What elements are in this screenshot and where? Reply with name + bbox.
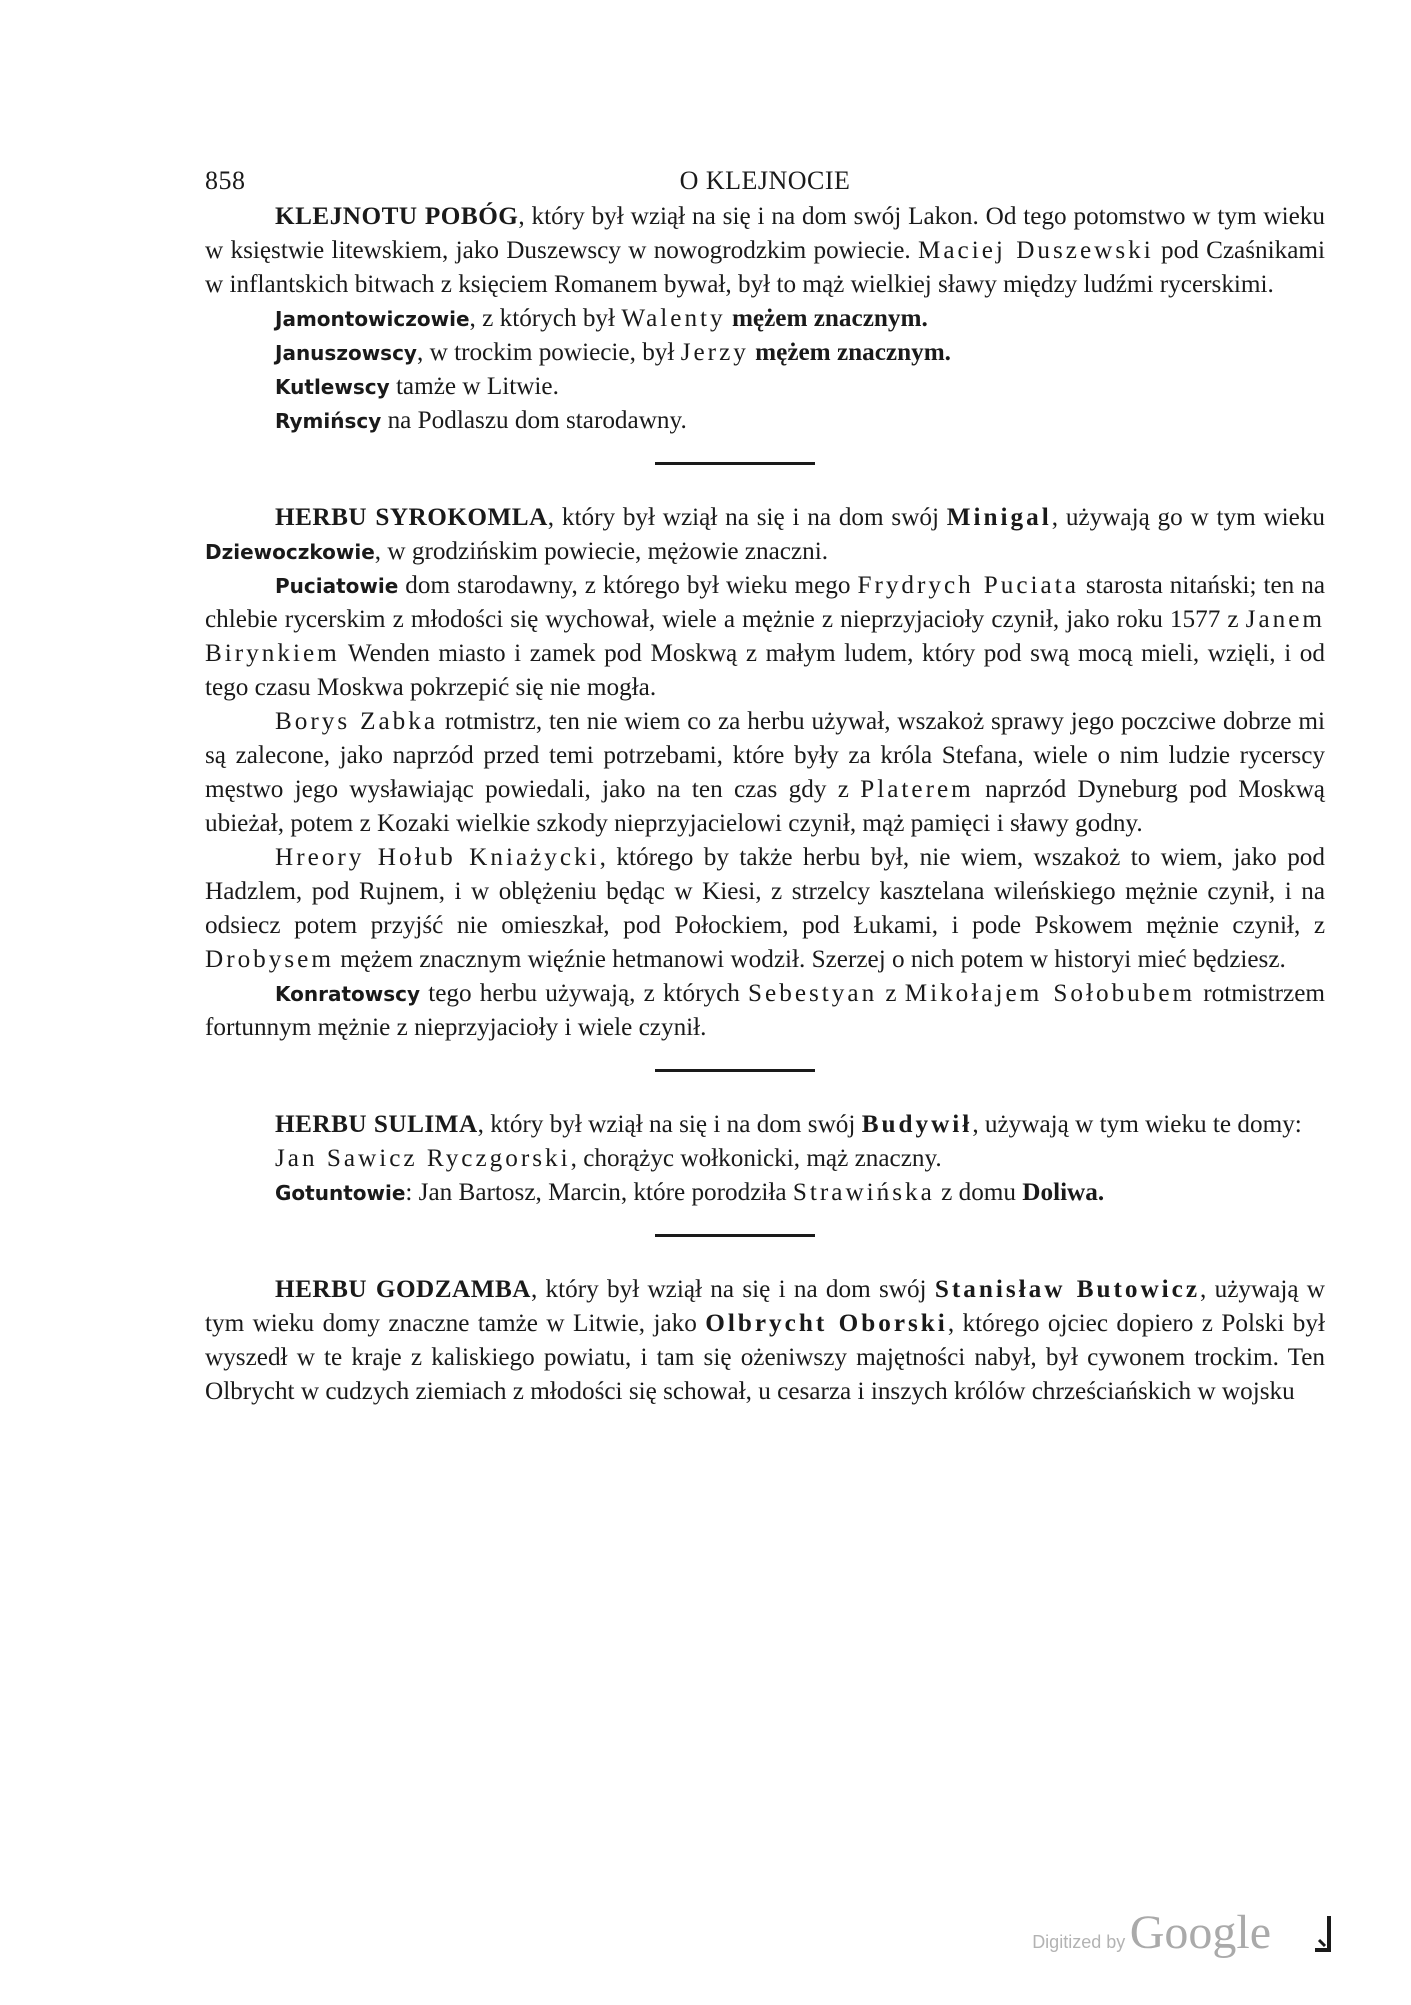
house-name: Konratowscy <box>275 982 421 1006</box>
text-segment: , który był wziął na się i na dom swój <box>547 504 939 531</box>
person-name: Olbrycht Oborski <box>705 1310 948 1337</box>
text-segment: , który był wziął na się i na dom swój <box>477 1111 856 1138</box>
zabka-paragraph <box>205 705 1325 841</box>
text-segment: , którego by także herbu był, nie wiem, wszakoż to wiem, jako pod Hadzlem, pod Rujnem, i w oblężeniu będąc w Kiesi, z strzelcy kasztelana wileńskiego mężnie czynił, i na odsiecz potem przyjść nie omieszkał, pod Połockiem, pod Łukami, i pode Pskowem mężnie czynił, z <box>205 844 1325 939</box>
text-segment: mężem znacznym więźnie hetmanowi wodził. Szerzej o nich potem w historyi mieć będziesz. <box>333 946 1286 973</box>
text-segment: , używają w tym wieku domy znaczne tamże w Litwie, jako <box>205 1276 1326 1337</box>
sulima-entry <box>205 1142 1325 1176</box>
pobog-entry <box>205 302 1325 336</box>
text-segment: , którego ojciec dopiero z Polski był wyszedł w te kraje z kaliskiego powiatu, i tam się ożeniwszy majętności nabył, był cywonem trockim. Ten Olbrycht w cudzych ziemiach z młodości się schował, u cesarza i inszych królów chrześciańskich w wojsku <box>205 1310 1325 1405</box>
sulima-intro <box>205 1108 1325 1142</box>
section-heading: HERBU SYROKOMLA <box>275 504 548 531</box>
house-name: Kutlewscy <box>275 375 390 399</box>
pobog-entry <box>205 336 1325 370</box>
corner-mark-icon <box>1313 1916 1333 1954</box>
entry-text: , w trockim powiecie, był <box>416 339 675 366</box>
section-divider <box>655 1069 815 1072</box>
person-name: Sebestyan <box>748 980 878 1007</box>
section-heading: HERBU GODZAMBA <box>275 1276 531 1303</box>
page-header <box>205 160 1325 200</box>
person-name: Frydrych Puciata <box>857 572 1079 599</box>
entry-text: tamże w Litwie. <box>389 373 559 400</box>
godzamba-intro <box>205 1273 1325 1409</box>
text-segment: , który był wziął na się i na dom swój <box>530 1276 927 1303</box>
pobog-entry <box>205 404 1325 438</box>
holub-paragraph <box>205 841 1325 977</box>
text-segment: , używają w tym wieku te domy: <box>972 1111 1302 1138</box>
text-segment: rotmistrz, ten nie wiem co za herbu używał, wszakoż sprawy jego poczciwe dobrze mi są zalecone, jako naprzód przed temi potrzebami, które były za króla Stefana, wiele o nim ludzie rycerscy męstwo jego wysławiając powiedali, jako na ten czas gdy z <box>205 708 1325 803</box>
digitized-watermark <box>1032 1905 1271 1960</box>
running-title: O KLEJNOCIE <box>679 166 851 195</box>
text-segment: z <box>877 980 897 1007</box>
section-divider <box>655 1234 815 1237</box>
section-godzamba <box>205 1273 1325 1409</box>
text-segment: , używają go w tym wieku <box>1051 504 1326 531</box>
text-segment: tego herbu używają, z których <box>420 980 740 1007</box>
page-number: 858 <box>205 166 246 195</box>
text-segment: starosta nitański; ten na chlebie rycerskim z młodości się wychował, wiele a mężnie z nieprzyjacioły czynił, jako roku 1577 z <box>205 572 1325 633</box>
section-heading: HERBU SULIMA <box>275 1111 478 1138</box>
text-segment: Wenden miasto i zamek pod Moskwą z małym ludem, który pod swą mocą mieli, wzięli, i od tego czasu Moskwa pokrzepić się nie mogła. <box>205 640 1325 701</box>
digitized-label: Digitized by <box>1032 1932 1126 1952</box>
house-name: Puciatowie <box>275 574 399 598</box>
house-name: Januszowscy <box>275 341 417 365</box>
house-name: Gotuntowie <box>275 1181 406 1205</box>
text-segment: , chorążyc wołkonicki, mąż znaczny. <box>570 1145 942 1172</box>
person-name: Doliwa. <box>1022 1179 1105 1206</box>
entry-rest: mężem znacznym. <box>755 339 951 366</box>
house-name: Jamontowiczowie <box>275 307 470 331</box>
person-name: Minigal <box>946 504 1052 531</box>
person-name: Budywił <box>861 1111 973 1138</box>
syrokomla-intro <box>205 501 1325 569</box>
person-name: Jerzy <box>680 339 749 366</box>
pobog-text-a: , który był wziął na się i na dom swój Lakon. Od tego potomstwo w tym wieku w księstwie litewskiem, jako Duszewscy w nowogrodzkim powiecie. <box>205 203 1325 264</box>
entry-rest: mężem znacznym. <box>731 305 928 332</box>
pobog-text-b: pod Czaśnikami w inflantskich bitwach z księciem Romanem bywał, był to mąż wielkiej sławy między ludźmi rycerskimi. <box>205 237 1325 298</box>
text-segment: : Jan Bartosz, Marcin, które porodziła <box>405 1179 787 1206</box>
person-name: Walenty <box>621 305 726 332</box>
person-name: Platerem <box>860 776 974 803</box>
person-name: Strawińska <box>792 1179 935 1206</box>
puciatowie-paragraph <box>205 569 1325 705</box>
section-syrokomla <box>205 501 1325 1045</box>
text-segment: , w grodzińskim powiecie, mężowie znaczni. <box>374 538 828 565</box>
entry-text: , z których był <box>469 305 616 332</box>
entry-text: na Podlaszu dom starodawny. <box>381 407 687 434</box>
text-segment: naprzód Dyneburg pod Moskwą ubieżał, potem z Kozaki wielkie szkody nieprzyjacielowi czynił, mąż pamięci i sławy godny. <box>205 776 1325 837</box>
konratowscy-paragraph <box>205 977 1325 1045</box>
google-logo: Google <box>1129 1906 1271 1959</box>
pobog-person-name: Maciej Duszewski <box>917 237 1154 264</box>
page-content <box>205 160 1325 1409</box>
person-name: Drobysem <box>205 946 334 973</box>
text-segment: z domu <box>934 1179 1016 1206</box>
text-segment: dom starodawny, z którego był wieku mego <box>398 572 851 599</box>
person-name: Hreory Hołub Kniażycki <box>275 844 600 871</box>
sulima-entry <box>205 1176 1325 1210</box>
pobog-entry <box>205 370 1325 404</box>
house-name: Rymińscy <box>275 409 382 433</box>
section-pobog <box>205 200 1325 438</box>
person-name: Borys Zabka <box>275 708 439 735</box>
pobog-intro <box>205 200 1325 302</box>
house-name: Dziewoczkowie <box>205 540 375 564</box>
section-divider <box>655 462 815 465</box>
person-name: Janem Birynkiem <box>205 606 1326 667</box>
section-sulima <box>205 1108 1325 1210</box>
person-name: Jan Sawicz Ryczgorski <box>275 1145 571 1172</box>
person-name: Mikołajem Sołobubem <box>904 980 1196 1007</box>
person-name: Stanisław Butowicz <box>934 1276 1201 1303</box>
section-heading: KLEJNOTU POBÓG <box>275 203 519 230</box>
text-segment: rotmistrzem fortunnym mężnie z nieprzyjacioły i wiele czynił. <box>205 980 1325 1041</box>
